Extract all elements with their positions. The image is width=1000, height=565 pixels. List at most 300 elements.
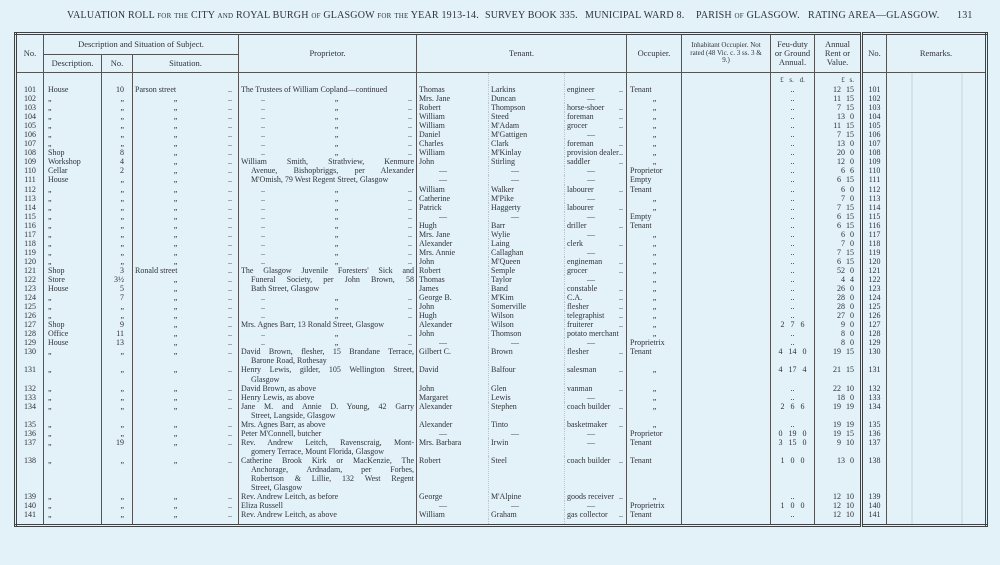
entry-number-right: 123	[862, 284, 887, 293]
occupier-text: Empty	[630, 175, 652, 185]
leader-dots: ..	[619, 256, 623, 266]
proprietor	[239, 393, 417, 402]
tenant-forename-text: George	[419, 492, 443, 502]
tenant-occupation	[565, 194, 627, 203]
inhabitant-occupier	[682, 257, 771, 266]
tenant-surname-text: M'Kim	[491, 293, 514, 303]
proprietor-line: Henry Lewis, as above	[241, 392, 315, 402]
inhabitant-occupier	[682, 501, 771, 510]
inhabitant-occupier	[682, 266, 771, 275]
occupier-text: Proprietor	[630, 166, 663, 176]
feu-duty: 2 6 6	[771, 402, 815, 420]
entry-number-right: 138	[862, 456, 887, 492]
occupier	[627, 221, 682, 230]
proprietor	[239, 130, 417, 139]
tenant-surname-text: Clark	[491, 139, 509, 149]
occupier	[627, 185, 682, 194]
tenant-surname	[489, 94, 565, 103]
street-number: „	[102, 130, 133, 139]
situation	[133, 103, 239, 112]
occupier	[627, 148, 682, 157]
entry-number: 140	[16, 501, 44, 510]
tenant-surname	[489, 194, 565, 203]
tenant-forename	[417, 492, 489, 501]
entry-number-right: 108	[862, 148, 887, 157]
situation-text: „	[173, 148, 178, 158]
occupier	[627, 94, 682, 103]
remarks	[887, 175, 987, 184]
annual-rent: 12 0	[815, 157, 862, 166]
tenant-forename-text: Charles	[419, 139, 444, 149]
table-row	[16, 230, 987, 239]
entry-number: 124	[16, 293, 44, 302]
annual-rent: 52 0	[815, 266, 862, 275]
occupier	[627, 130, 682, 139]
entry-number-right: 127	[862, 320, 887, 329]
tenant-surname-text: Taylor	[491, 274, 512, 284]
description: „	[44, 311, 102, 320]
tenant-occupation-text: —	[587, 247, 595, 257]
inhabitant-occupier	[682, 239, 771, 248]
tenant-forename-text: Thomas	[419, 85, 445, 94]
tenant-surname-text: Duncan	[491, 94, 516, 104]
tenant-surname	[489, 311, 565, 320]
annual-rent: 20 0	[815, 148, 862, 157]
description: „	[44, 492, 102, 501]
table-row	[16, 429, 987, 438]
description: „	[44, 365, 102, 383]
street-number: 10	[102, 85, 133, 94]
header-no: No.	[16, 34, 44, 73]
street-number: „	[102, 212, 133, 221]
remarks	[887, 257, 987, 266]
occupier	[627, 338, 682, 347]
tenant-forename-text: —	[439, 338, 447, 348]
occupier-text: „	[652, 193, 657, 203]
situation-text: Ronald street	[135, 265, 178, 275]
tenant-occupation	[565, 139, 627, 148]
tenant-forename-text: Robert	[419, 455, 441, 465]
tenant-occupation	[565, 148, 627, 157]
tenant-forename-text: —	[439, 175, 447, 185]
feu-duty: ..	[771, 94, 815, 103]
inhabitant-occupier	[682, 347, 771, 365]
tenant-occupation-text: clerk	[567, 238, 583, 248]
remarks	[887, 456, 987, 492]
entry-number-right: 139	[862, 492, 887, 501]
tenant-forename-text: John	[419, 157, 435, 167]
tenant-forename-text: Margaret	[419, 392, 449, 402]
header-number: No.	[102, 55, 133, 73]
situation-text: „	[173, 175, 178, 185]
street-number: „	[102, 94, 133, 103]
proprietor	[239, 438, 417, 456]
leader-dots: ..	[619, 401, 623, 411]
tenant-forename-text: William	[419, 184, 445, 194]
annual-rent: 19 15	[815, 347, 862, 365]
situation-text: „	[173, 229, 178, 239]
proprietor-ditto	[241, 329, 414, 338]
tenant-forename	[417, 103, 489, 112]
occupier	[627, 194, 682, 203]
occupier	[627, 139, 682, 148]
tenant-occupation-text: grocer	[567, 121, 588, 131]
tenant-forename	[417, 221, 489, 230]
situation-text: „	[173, 329, 178, 339]
tenant-forename-text: John	[419, 302, 435, 312]
proprietor	[239, 492, 417, 501]
tenant-surname-text: Semple	[491, 265, 515, 275]
feu-duty: ..	[771, 148, 815, 157]
entry-number: 130	[16, 347, 44, 365]
occupier-text: „	[652, 265, 657, 275]
occupier-text: „	[652, 256, 657, 266]
situation-text: „	[173, 510, 178, 520]
proprietor-ditto	[241, 239, 414, 248]
leader-dots: ..	[408, 302, 412, 312]
leader-dots: ..	[619, 85, 623, 94]
tenant-forename-text: Patrick	[419, 202, 442, 212]
annual-rent: 19 19	[815, 420, 862, 429]
description: „	[44, 94, 102, 103]
description: House	[44, 175, 102, 184]
header-tenant: Tenant.	[417, 34, 627, 73]
annual-rent: 11 15	[815, 94, 862, 103]
proprietor	[239, 510, 417, 519]
tenant-forename-text: —	[439, 501, 447, 511]
tenant-forename	[417, 311, 489, 320]
situation-text: „	[173, 184, 178, 194]
leader-dots: ..	[408, 148, 412, 158]
situation-text: „	[173, 202, 178, 212]
inhabitant-occupier	[682, 320, 771, 329]
tenant-forename	[417, 284, 489, 293]
occupier	[627, 384, 682, 393]
ditto-mark: „	[334, 293, 339, 303]
entry-number-right: 126	[862, 311, 887, 320]
situation	[133, 130, 239, 139]
feu-duty: ..	[771, 130, 815, 139]
occupier	[627, 429, 682, 438]
table-row	[16, 347, 987, 365]
proprietor-ditto	[241, 203, 414, 212]
occupier-text: Tenant	[630, 510, 652, 520]
leader-dots: ..	[261, 202, 265, 212]
tenant-occupation	[565, 510, 627, 519]
ditto-mark: „	[334, 338, 339, 348]
ditto-mark: „	[334, 94, 339, 104]
description: House	[44, 284, 102, 293]
street-number: „	[102, 239, 133, 248]
feu-duty: 1 0 0	[771, 456, 815, 492]
proprietor	[239, 148, 417, 157]
entry-number-right: 114	[862, 203, 887, 212]
description: „	[44, 194, 102, 203]
tenant-occupation-text: —	[587, 392, 595, 402]
table-row	[16, 510, 987, 519]
tenant-occupation-text: labourer	[567, 184, 594, 194]
tenant-surname	[489, 393, 565, 402]
occupier-text: „	[652, 202, 657, 212]
street-number: „	[102, 456, 133, 492]
annual-rent: 13 0	[815, 456, 862, 492]
header-description-situation: Description and Situation of Subject.	[44, 34, 239, 55]
leader-dots: ..	[261, 220, 265, 230]
tenant-occupation	[565, 103, 627, 112]
feu-duty: 4 14 0	[771, 347, 815, 365]
street-number: „	[102, 384, 133, 393]
leader-dots: ..	[619, 265, 623, 275]
annual-rent: 7 0	[815, 194, 862, 203]
tenant-surname-text: Steel	[491, 455, 507, 465]
tenant-surname-text: Larkins	[491, 85, 516, 94]
entry-number: 101	[16, 85, 44, 94]
description: „	[44, 456, 102, 492]
tenant-forename	[417, 212, 489, 221]
header-occupier: Occupier.	[627, 34, 682, 73]
tenant-surname	[489, 221, 565, 230]
entry-number: 108	[16, 148, 44, 157]
tenant-surname-text: Thomson	[491, 329, 522, 339]
proprietor-line: Mrs. Agnes Barr, 13 Ronald Street, Glasgow	[241, 320, 384, 330]
occupier-text: „	[652, 401, 657, 411]
entry-number-right: 115	[862, 212, 887, 221]
entry-number: 134	[16, 402, 44, 420]
remarks	[887, 438, 987, 456]
street-number: „	[102, 175, 133, 184]
leader-dots: ..	[261, 148, 265, 158]
occupier-text: „	[652, 103, 657, 113]
remarks	[887, 420, 987, 429]
occupier	[627, 293, 682, 302]
tenant-occupation-text: —	[587, 175, 595, 185]
situation	[133, 239, 239, 248]
proprietor	[239, 230, 417, 239]
tenant-forename	[417, 157, 489, 166]
street-number: „	[102, 121, 133, 130]
proprietor	[239, 347, 417, 365]
situation-text: „	[173, 193, 178, 203]
tenant-occupation	[565, 266, 627, 275]
tenant-forename	[417, 121, 489, 130]
tenant-surname	[489, 338, 565, 347]
proprietor	[239, 456, 417, 492]
tenant-surname	[489, 230, 565, 239]
description: „	[44, 420, 102, 429]
remarks	[887, 185, 987, 194]
occupier-text: Tenant	[630, 184, 652, 194]
tenant-forename	[417, 248, 489, 257]
proprietor	[239, 311, 417, 320]
ditto-mark: „	[334, 139, 339, 149]
entry-number: 136	[16, 429, 44, 438]
ditto-mark: „	[334, 229, 339, 239]
occupier	[627, 275, 682, 284]
leader-dots: ..	[261, 229, 265, 239]
description: „	[44, 185, 102, 194]
inhabitant-occupier	[682, 248, 771, 257]
entry-number-right: 129	[862, 338, 887, 347]
tenant-forename-text: William	[419, 121, 445, 131]
tenant-surname-text: M'Alpine	[491, 492, 522, 502]
leader-dots: ..	[619, 202, 623, 212]
proprietor	[239, 266, 417, 275]
annual-rent: 6 6	[815, 166, 862, 175]
street-number: „	[102, 492, 133, 501]
tenant-surname-text: Tinto	[491, 419, 509, 429]
street-number: 9	[102, 320, 133, 329]
description: „	[44, 139, 102, 148]
description: „	[44, 302, 102, 311]
inhabitant-occupier	[682, 203, 771, 212]
table-row	[16, 139, 987, 148]
situation	[133, 175, 239, 184]
remarks	[887, 293, 987, 302]
annual-rent: 9 0	[815, 320, 862, 329]
proprietor	[239, 112, 417, 121]
tenant-occupation	[565, 338, 627, 347]
situation-text: „	[173, 130, 178, 140]
proprietor	[239, 384, 417, 393]
leader-dots: ..	[261, 211, 265, 221]
feu-duty: ..	[771, 166, 815, 175]
tenant-forename-text: —	[439, 211, 447, 221]
annual-rent: 19 19	[815, 402, 862, 420]
situation-text: „	[173, 392, 178, 402]
entry-number: 106	[16, 130, 44, 139]
table-row	[16, 203, 987, 212]
proprietor-line: Henry Lewis, gilder, 105 Wellington Street,	[241, 365, 414, 375]
remarks	[887, 103, 987, 112]
entry-number: 109	[16, 157, 44, 166]
entry-number: 110	[16, 166, 44, 175]
occupier-text: „	[652, 148, 657, 158]
feu-duty: 0 19 0	[771, 429, 815, 438]
tenant-surname	[489, 85, 565, 94]
entry-number: 129	[16, 338, 44, 347]
proprietor	[239, 212, 417, 221]
tenant-occupation-text: engineman	[567, 256, 603, 266]
occupier	[627, 311, 682, 320]
entry-number-right: 110	[862, 166, 887, 175]
situation	[133, 230, 239, 239]
annual-rent: 13 0	[815, 139, 862, 148]
description: Cellar	[44, 166, 102, 175]
tenant-forename-text: Hugh	[419, 220, 437, 230]
tenant-forename	[417, 420, 489, 429]
tenant-occupation-text: foreman	[567, 139, 594, 149]
tenant-occupation-text: —	[587, 130, 595, 140]
tenant-forename	[417, 510, 489, 519]
tenant-surname-text: —	[511, 428, 519, 438]
proprietor	[239, 429, 417, 438]
tenant-forename-text: Alexander	[419, 320, 453, 330]
street-number: „	[102, 429, 133, 438]
occupier-text: „	[652, 311, 657, 321]
proprietor	[239, 185, 417, 194]
feu-duty: ..	[771, 275, 815, 284]
tenant-occupation-text: vanman	[567, 383, 593, 393]
proprietor	[239, 166, 417, 175]
feu-duty: 4 17 4	[771, 365, 815, 383]
tenant-occupation	[565, 175, 627, 184]
street-number: „	[102, 230, 133, 239]
remarks	[887, 148, 987, 157]
header-remarks: Remarks.	[887, 34, 987, 73]
situation	[133, 203, 239, 212]
tenant-occupation-text: grocer	[567, 265, 588, 275]
tenant-occupation-text: coach builder	[567, 401, 611, 411]
feu-duty: 1 0 0	[771, 501, 815, 510]
entry-number-right: 118	[862, 239, 887, 248]
leader-dots: ..	[261, 139, 265, 149]
feu-duty: ..	[771, 103, 815, 112]
page-number: 131	[957, 10, 973, 21]
table-row	[16, 239, 987, 248]
proprietor	[239, 501, 417, 510]
tenant-occupation	[565, 157, 627, 166]
ditto-mark: „	[334, 148, 339, 158]
tenant-occupation-text: foreman	[567, 112, 594, 122]
tenant-surname-text: Stephen	[491, 401, 517, 411]
situation	[133, 275, 239, 284]
leader-dots: ..	[619, 103, 623, 113]
proprietor-line: William Smith, Strathview, Kenmure	[241, 157, 414, 167]
leader-dots: ..	[619, 148, 623, 158]
feu-duty: ..	[771, 194, 815, 203]
leader-dots: ..	[261, 193, 265, 203]
leader-dots: ..	[408, 311, 412, 321]
proprietor	[239, 338, 417, 347]
tenant-forename	[417, 148, 489, 157]
table-row	[16, 166, 987, 175]
tenant-surname	[489, 185, 565, 194]
header-annual-rent: Annual Rent or Value.	[815, 34, 862, 73]
situation-text: „	[173, 492, 178, 502]
leader-dots: ..	[619, 492, 623, 502]
tenant-occupation-text: —	[587, 229, 595, 239]
tenant-surname-text: —	[511, 166, 519, 176]
table-row	[16, 329, 987, 338]
situation-text: „	[173, 338, 178, 348]
situation-text: „	[173, 247, 178, 257]
remarks	[887, 393, 987, 402]
entry-number-right: 125	[862, 302, 887, 311]
table-row	[16, 311, 987, 320]
feu-duty: ..	[771, 139, 815, 148]
ditto-mark: „	[334, 202, 339, 212]
tenant-forename-text: David	[419, 365, 439, 375]
leader-dots: ..	[408, 139, 412, 149]
tenant-surname	[489, 248, 565, 257]
occupier-text: Empty	[630, 211, 652, 221]
tenant-occupation	[565, 384, 627, 393]
leader-dots: ..	[261, 184, 265, 194]
situation-text: „	[173, 293, 178, 303]
occupier	[627, 329, 682, 338]
tenant-occupation	[565, 329, 627, 338]
annual-rent: 6 0	[815, 185, 862, 194]
proprietor	[239, 284, 417, 293]
tenant-forename	[417, 275, 489, 284]
entry-number-right: 135	[862, 420, 887, 429]
occupier-text: „	[652, 94, 657, 104]
feu-duty: ..	[771, 257, 815, 266]
tenant-surname	[489, 510, 565, 519]
inhabitant-occupier	[682, 338, 771, 347]
situation-text: „	[173, 419, 178, 429]
tenant-forename-text: George B.	[419, 293, 452, 303]
